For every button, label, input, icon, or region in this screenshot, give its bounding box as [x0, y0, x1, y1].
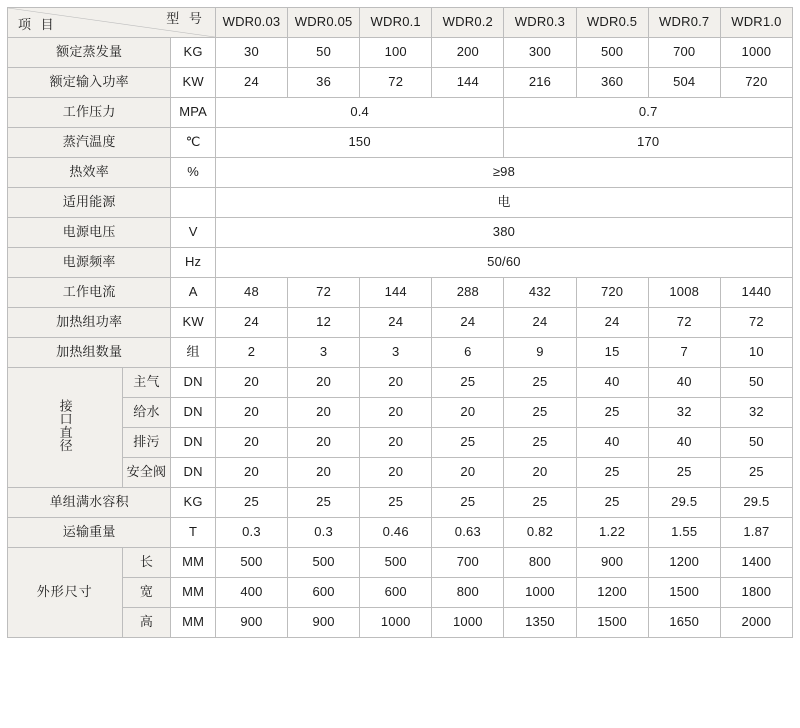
row-label: 加热组数量 — [8, 338, 171, 368]
cell-value: 24 — [215, 68, 287, 98]
group-label-text: 接口直径 — [57, 399, 73, 452]
cell-value: 32 — [648, 398, 720, 428]
cell-value: 29.5 — [720, 488, 792, 518]
cell-value: 9 — [504, 338, 576, 368]
cell-value: 144 — [432, 68, 504, 98]
header-corner-cell — [8, 8, 216, 38]
row-unit: DN — [171, 368, 216, 398]
model-header-6: WDR0.5 — [576, 8, 648, 38]
row-sublabel: 主气 — [122, 368, 171, 398]
cell-value: 40 — [576, 428, 648, 458]
cell-value: 1800 — [720, 578, 792, 608]
cell-value: 25 — [432, 488, 504, 518]
table-row — [8, 608, 793, 638]
table-row — [8, 188, 793, 218]
group-label-dimension: 外形尺寸 — [8, 548, 123, 638]
table-row — [8, 308, 793, 338]
cell-value: 20 — [215, 368, 287, 398]
row-label: 运输重量 — [8, 518, 171, 548]
model-header-7: WDR0.7 — [648, 8, 720, 38]
cell-value: 800 — [432, 578, 504, 608]
cell-value: 25 — [288, 488, 360, 518]
cell-value: 72 — [648, 308, 720, 338]
row-label: 单组满水容积 — [8, 488, 171, 518]
cell-value: 1500 — [648, 578, 720, 608]
cell-value: 600 — [288, 578, 360, 608]
cell-value: 20 — [288, 368, 360, 398]
cell-value: 300 — [504, 38, 576, 68]
cell-value: 288 — [432, 278, 504, 308]
cell-value: 0.7 — [504, 98, 793, 128]
table-row — [8, 218, 793, 248]
cell-value: 500 — [576, 38, 648, 68]
cell-value: 72 — [720, 308, 792, 338]
cell-value: 20 — [432, 458, 504, 488]
row-unit — [171, 188, 216, 218]
cell-value: 20 — [288, 458, 360, 488]
cell-value: 700 — [432, 548, 504, 578]
row-unit: MPA — [171, 98, 216, 128]
cell-value: 29.5 — [648, 488, 720, 518]
cell-value: 1200 — [648, 548, 720, 578]
table-row — [8, 128, 793, 158]
row-sublabel: 长 — [122, 548, 171, 578]
table-row — [8, 458, 793, 488]
row-label: 加热组功率 — [8, 308, 171, 338]
cell-value: 1000 — [432, 608, 504, 638]
cell-value: 20 — [215, 458, 287, 488]
row-label: 蒸汽温度 — [8, 128, 171, 158]
row-unit: DN — [171, 428, 216, 458]
cell-value: 7 — [648, 338, 720, 368]
cell-value: 20 — [288, 398, 360, 428]
row-sublabel: 安全阀 — [122, 458, 171, 488]
row-sublabel: 给水 — [122, 398, 171, 428]
model-header-8: WDR1.0 — [720, 8, 792, 38]
cell-value: 32 — [720, 398, 792, 428]
cell-value: 2 — [215, 338, 287, 368]
cell-value: 20 — [360, 428, 432, 458]
row-unit: % — [171, 158, 216, 188]
cell-value: 24 — [504, 308, 576, 338]
cell-value: 380 — [215, 218, 792, 248]
row-unit: A — [171, 278, 216, 308]
cell-value: 0.4 — [215, 98, 504, 128]
table-row — [8, 68, 793, 98]
cell-value: 20 — [288, 428, 360, 458]
cell-value: 48 — [215, 278, 287, 308]
row-unit: ℃ — [171, 128, 216, 158]
cell-value: 144 — [360, 278, 432, 308]
row-unit: MM — [171, 548, 216, 578]
cell-value: 700 — [648, 38, 720, 68]
cell-value: 24 — [215, 308, 287, 338]
cell-value: 20 — [215, 428, 287, 458]
cell-value: ≥98 — [215, 158, 792, 188]
cell-value: 6 — [432, 338, 504, 368]
cell-value: 2000 — [720, 608, 792, 638]
table-body — [8, 8, 793, 638]
cell-value: 72 — [288, 278, 360, 308]
cell-value: 500 — [360, 548, 432, 578]
table-row — [8, 398, 793, 428]
cell-value: 25 — [504, 428, 576, 458]
cell-value: 216 — [504, 68, 576, 98]
model-header-5: WDR0.3 — [504, 8, 576, 38]
cell-value: 72 — [360, 68, 432, 98]
cell-value: 20 — [360, 458, 432, 488]
model-header-2: WDR0.05 — [288, 8, 360, 38]
row-unit: 组 — [171, 338, 216, 368]
table-row — [8, 428, 793, 458]
cell-value: 900 — [215, 608, 287, 638]
cell-value: 电 — [215, 188, 792, 218]
cell-value: 30 — [215, 38, 287, 68]
row-unit: DN — [171, 458, 216, 488]
cell-value: 25 — [576, 458, 648, 488]
cell-value: 500 — [288, 548, 360, 578]
table-row — [8, 548, 793, 578]
header-model-label: 型 号 — [166, 11, 205, 26]
cell-value: 100 — [360, 38, 432, 68]
table-row — [8, 578, 793, 608]
cell-value: 720 — [576, 278, 648, 308]
cell-value: 1440 — [720, 278, 792, 308]
row-label: 电源频率 — [8, 248, 171, 278]
row-unit: T — [171, 518, 216, 548]
cell-value: 1008 — [648, 278, 720, 308]
row-label: 额定输入功率 — [8, 68, 171, 98]
row-sublabel: 高 — [122, 608, 171, 638]
cell-value: 500 — [215, 548, 287, 578]
row-unit: KG — [171, 38, 216, 68]
cell-value: 170 — [504, 128, 793, 158]
cell-value: 25 — [360, 488, 432, 518]
row-label: 热效率 — [8, 158, 171, 188]
cell-value: 1.22 — [576, 518, 648, 548]
cell-value: 1400 — [720, 548, 792, 578]
header-item-label: 项 目 — [18, 17, 57, 33]
cell-value: 25 — [576, 488, 648, 518]
cell-value: 20 — [432, 398, 504, 428]
cell-value: 720 — [720, 68, 792, 98]
cell-value: 20 — [360, 368, 432, 398]
table-row — [8, 248, 793, 278]
row-sublabel: 排污 — [122, 428, 171, 458]
cell-value: 15 — [576, 338, 648, 368]
cell-value: 50/60 — [215, 248, 792, 278]
cell-value: 25 — [720, 458, 792, 488]
model-header-3: WDR0.1 — [360, 8, 432, 38]
table-row — [8, 98, 793, 128]
cell-value: 432 — [504, 278, 576, 308]
row-unit: Hz — [171, 248, 216, 278]
cell-value: 25 — [504, 488, 576, 518]
row-label: 适用能源 — [8, 188, 171, 218]
cell-value: 20 — [360, 398, 432, 428]
row-unit: DN — [171, 398, 216, 428]
group-label-interface — [8, 368, 123, 488]
cell-value: 1.55 — [648, 518, 720, 548]
cell-value: 25 — [576, 398, 648, 428]
row-unit: KW — [171, 68, 216, 98]
cell-value: 504 — [648, 68, 720, 98]
cell-value: 50 — [288, 38, 360, 68]
cell-value: 0.3 — [215, 518, 287, 548]
cell-value: 25 — [648, 458, 720, 488]
cell-value: 10 — [720, 338, 792, 368]
cell-value: 3 — [288, 338, 360, 368]
cell-value: 600 — [360, 578, 432, 608]
table-row — [8, 488, 793, 518]
table-header-row — [8, 8, 793, 38]
model-header-4: WDR0.2 — [432, 8, 504, 38]
cell-value: 20 — [504, 458, 576, 488]
row-label: 额定蒸发量 — [8, 38, 171, 68]
cell-value: 900 — [288, 608, 360, 638]
cell-value: 24 — [432, 308, 504, 338]
cell-value: 1000 — [720, 38, 792, 68]
cell-value: 200 — [432, 38, 504, 68]
cell-value: 25 — [504, 398, 576, 428]
row-label: 电源电压 — [8, 218, 171, 248]
cell-value: 25 — [215, 488, 287, 518]
cell-value: 1350 — [504, 608, 576, 638]
cell-value: 1500 — [576, 608, 648, 638]
cell-value: 25 — [432, 368, 504, 398]
cell-value: 3 — [360, 338, 432, 368]
cell-value: 12 — [288, 308, 360, 338]
cell-value: 1650 — [648, 608, 720, 638]
row-unit: V — [171, 218, 216, 248]
cell-value: 0.63 — [432, 518, 504, 548]
table-row — [8, 518, 793, 548]
model-header-1: WDR0.03 — [215, 8, 287, 38]
cell-value: 0.46 — [360, 518, 432, 548]
table-row — [8, 278, 793, 308]
cell-value: 900 — [576, 548, 648, 578]
cell-value: 24 — [360, 308, 432, 338]
cell-value: 24 — [576, 308, 648, 338]
row-label: 工作压力 — [8, 98, 171, 128]
cell-value: 20 — [215, 398, 287, 428]
cell-value: 50 — [720, 428, 792, 458]
cell-value: 40 — [576, 368, 648, 398]
cell-value: 150 — [215, 128, 504, 158]
cell-value: 25 — [432, 428, 504, 458]
cell-value: 40 — [648, 428, 720, 458]
cell-value: 1.87 — [720, 518, 792, 548]
cell-value: 400 — [215, 578, 287, 608]
cell-value: 360 — [576, 68, 648, 98]
cell-value: 1200 — [576, 578, 648, 608]
table-row — [8, 38, 793, 68]
cell-value: 40 — [648, 368, 720, 398]
table-row — [8, 338, 793, 368]
cell-value: 1000 — [504, 578, 576, 608]
specification-table — [7, 7, 793, 638]
row-unit: MM — [171, 578, 216, 608]
cell-value: 0.82 — [504, 518, 576, 548]
cell-value: 25 — [504, 368, 576, 398]
cell-value: 800 — [504, 548, 576, 578]
row-unit: KG — [171, 488, 216, 518]
table-row — [8, 368, 793, 398]
row-sublabel: 宽 — [122, 578, 171, 608]
table-row — [8, 158, 793, 188]
cell-value: 0.3 — [288, 518, 360, 548]
cell-value: 36 — [288, 68, 360, 98]
cell-value: 1000 — [360, 608, 432, 638]
row-unit: KW — [171, 308, 216, 338]
row-label: 工作电流 — [8, 278, 171, 308]
cell-value: 50 — [720, 368, 792, 398]
row-unit: MM — [171, 608, 216, 638]
